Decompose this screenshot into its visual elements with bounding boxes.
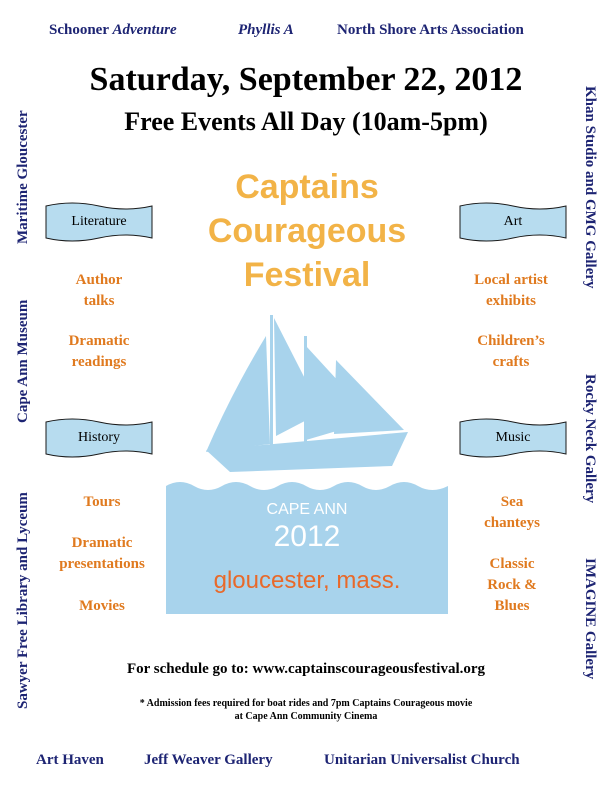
bottom-sponsor-jeff-weaver: Jeff Weaver Gallery	[144, 752, 273, 768]
schedule-line: For schedule go to: www.captainscourageousfestival.org	[126, 661, 486, 677]
left-sponsor-maritime-gloucester: Maritime Gloucester	[15, 110, 31, 244]
sponsor-north-shore-arts: North Shore Arts Association	[337, 22, 524, 38]
literature-item-dramatic-readings	[34, 331, 164, 373]
item-text: Tours	[83, 494, 121, 510]
fees-line1: * Admission fees required for boat rides and 7pm Captains Courageous movie	[139, 698, 473, 709]
art-title: Art	[503, 214, 523, 229]
left-sponsor-sawyer-free-library: Sawyer Free Library and Lyceum	[15, 492, 31, 709]
poster-year: 2012	[273, 520, 341, 553]
poster-artwork	[166, 160, 448, 614]
poster-title-line1: Captains	[235, 168, 379, 206]
literature-item-author-talks	[34, 270, 164, 312]
item-text: Sea chanteys	[484, 494, 540, 531]
poster-title-line2: Courageous	[207, 212, 407, 250]
bottom-sponsor-unitarian-church: Unitarian Universalist Church	[324, 752, 520, 768]
left-sponsor-cape-ann-museum: Cape Ann Museum	[15, 299, 31, 423]
sponsor-schooner-adventure	[49, 22, 177, 39]
music-item-sea-chanteys	[447, 492, 577, 534]
bottom-sponsors	[0, 752, 612, 772]
poster-town: gloucester, mass.	[213, 567, 401, 594]
art-item-local-artist-exhibits	[446, 270, 576, 312]
event-subtitle: Free Events All Day (10am-5pm)	[124, 107, 488, 136]
event-date: Saturday, September 22, 2012	[89, 61, 523, 98]
history-banner	[44, 418, 154, 462]
music-item-classic-rock-blues	[447, 554, 577, 617]
bottom-sponsor-art-haven: Art Haven	[36, 752, 104, 768]
item-text: Children’s crafts	[477, 333, 545, 370]
festival-poster	[166, 160, 448, 614]
history-item-tours	[37, 492, 167, 513]
poster-title-line3: Festival	[243, 256, 371, 294]
art-item-childrens-crafts	[446, 331, 576, 373]
item-text: Dramatic readings	[68, 333, 130, 370]
right-sponsor-rocky-neck: Rocky Neck Gallery	[582, 374, 598, 504]
history-title: History	[78, 430, 120, 445]
literature-banner	[44, 202, 154, 246]
right-sponsor-khan-studio: Khan Studio and GMG Gallery	[582, 86, 598, 289]
sponsor-prefix: Schooner	[49, 22, 113, 38]
poster-region: CAPE ANN	[266, 501, 348, 518]
sponsor-phyllis-a: Phyllis A	[238, 22, 294, 38]
item-text: Author talks	[75, 272, 123, 309]
music-banner	[458, 418, 568, 462]
literature-title: Literature	[71, 214, 127, 229]
art-banner	[458, 202, 568, 246]
item-text: Movies	[79, 598, 125, 614]
item-text: Classic Rock & Blues	[487, 556, 537, 614]
top-sponsors	[0, 22, 612, 42]
right-sponsor-imagine-gallery: IMAGINE Gallery	[582, 558, 598, 680]
fees-line2: at Cape Ann Community Cinema	[234, 711, 378, 722]
music-title: Music	[495, 430, 531, 445]
history-item-dramatic-presentations	[37, 533, 167, 575]
item-text: Local artist exhibits	[474, 272, 548, 309]
history-item-movies	[37, 596, 167, 617]
fees-note	[0, 697, 612, 723]
item-text: Dramatic presentations	[59, 535, 145, 572]
sponsor-italic-name: Adventure	[112, 22, 177, 38]
